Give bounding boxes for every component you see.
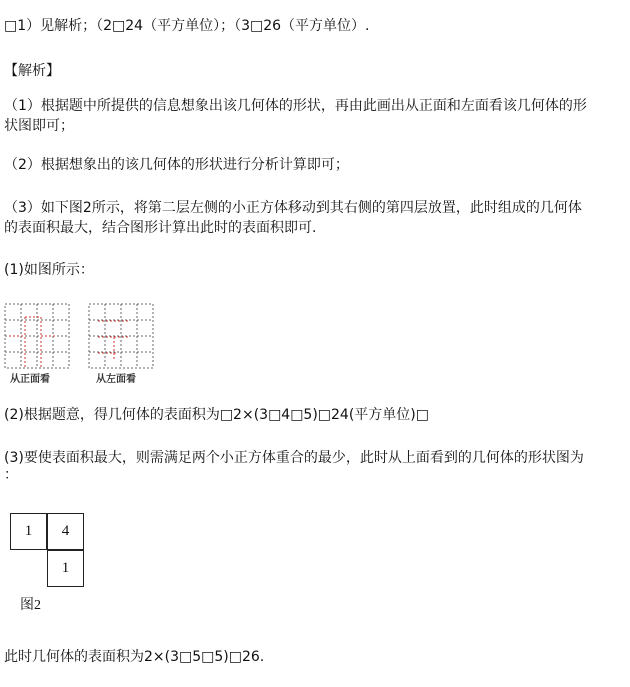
front-view-grid [4, 303, 70, 369]
paragraph-2-prefix: （2） [4, 157, 41, 173]
solution-2: (2)根据题意，得几何体的表面积为□2×(3□4□5)□24(平方单位)□ [4, 407, 429, 423]
figure-2-caption: 图2 [20, 598, 41, 613]
paragraph-1-line-2: 状图即可； [4, 118, 74, 134]
figure-2-cell: 4 [47, 513, 84, 550]
paragraph-3-text: 如下图2所示，将第二层左侧的小正方体移动到其右侧的第四层放置，此时组成的几何体 [40, 200, 582, 216]
paragraph-3-line-2: 的表面积最大，结合图形计算出此时的表面积即可. [4, 220, 317, 236]
paragraph-1-line-1 [4, 97, 587, 115]
analysis-heading: 【解析】 [4, 63, 60, 79]
answer-line: □1）见解析；（2□24（平方单位）；（3□26（平方单位）. [4, 18, 370, 34]
paragraph-1-text: 根据题中所提供的信息想象出该几何体的形状，再由此画出从正面和左面看该几何体的形 [40, 98, 587, 114]
left-view-grid [88, 303, 154, 369]
paragraph-2 [4, 156, 349, 174]
paragraph-2-text: 根据想象出的该几何体的形状进行分析计算即可； [40, 157, 349, 173]
figure-2-cell: 1 [10, 513, 47, 550]
paragraph-1-prefix: （1） [4, 98, 41, 114]
final-line: 此时几何体的表面积为2×(3□5□5)□26. [4, 649, 265, 665]
solution-3-line-1: (3)要使表面积最大，则需满足两个小正方体重合的最少，此时从上面看到的几何体的形状图为 [4, 450, 584, 466]
left-view-label: 从左面看 [96, 374, 136, 385]
figure-2-cell: 1 [47, 550, 84, 587]
front-view-label: 从正面看 [10, 374, 50, 385]
paragraph-3-prefix: （3） [4, 200, 41, 216]
paragraph-3-line-1 [4, 199, 582, 217]
solution-3-line-2: ： [4, 467, 18, 483]
solution-1: (1)如图所示： [4, 262, 94, 278]
